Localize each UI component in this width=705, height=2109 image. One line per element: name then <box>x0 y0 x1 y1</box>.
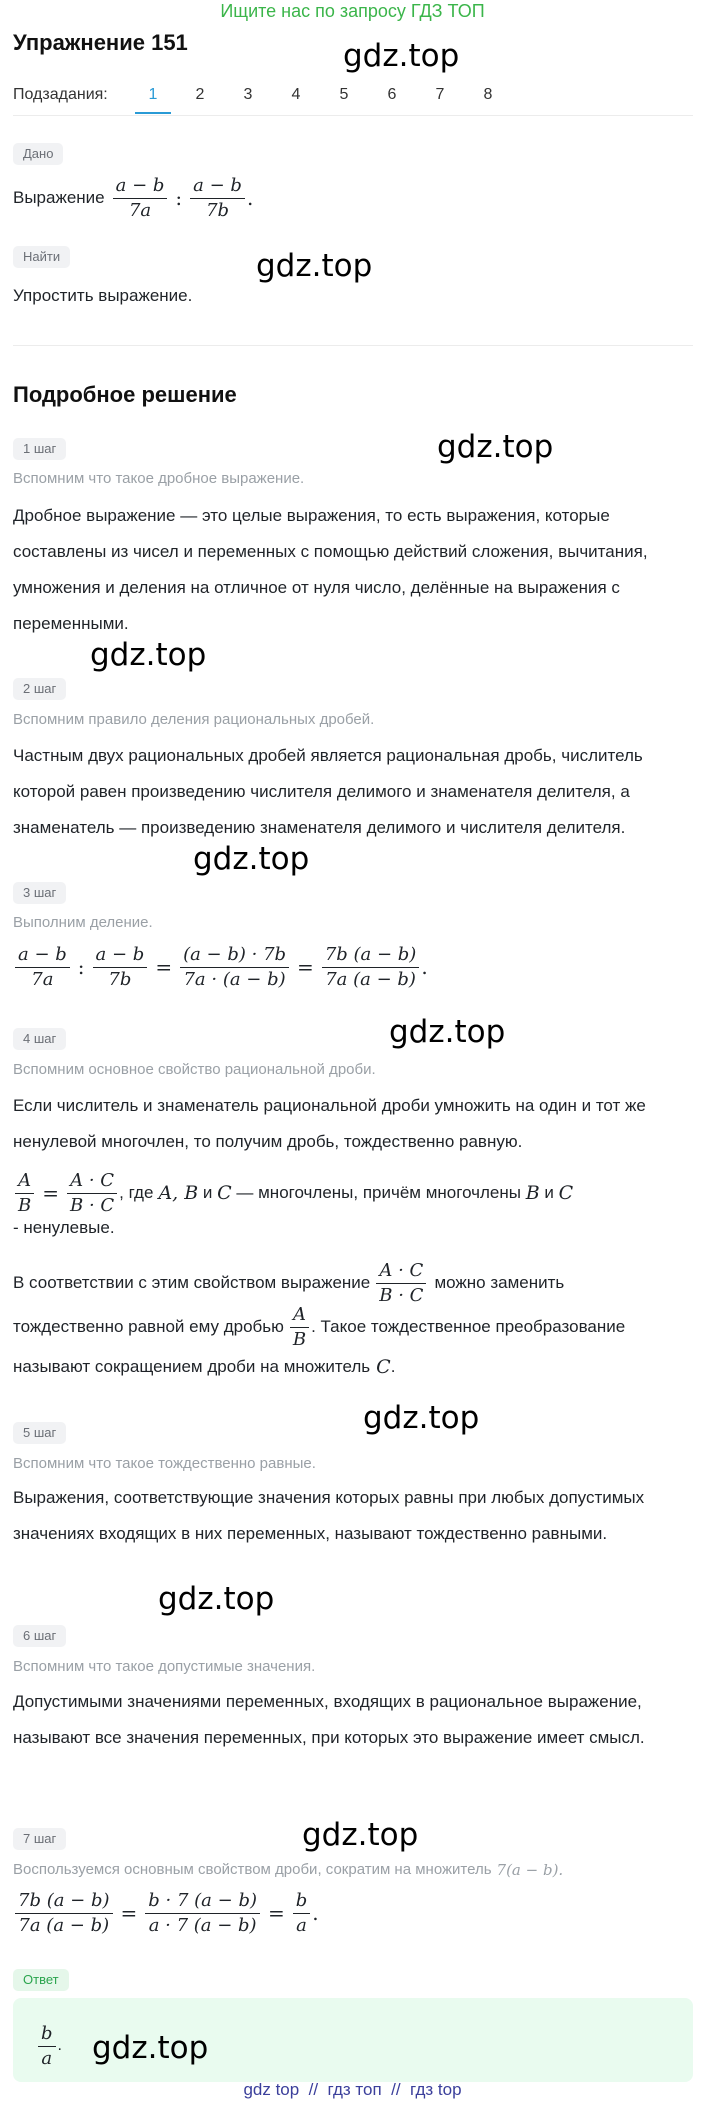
step-1-hint: Вспомним что такое дробное выражение. <box>13 470 305 487</box>
step-3-hint: Выполним деление. <box>13 914 153 931</box>
step-7-badge: 7 шаг <box>13 1828 66 1850</box>
subtask-tab-5[interactable]: 5 <box>339 86 349 103</box>
step-2-text: Частным двух рациональных дробей является рациональная дробь, числитель которой равен произведению числителя делимого и знаменателя делителя, а знаменатель — произведению знаменателя делимого и числителя делителя. <box>13 746 643 837</box>
step-6-text: Допустимыми значениями переменных, входящих в рациональное выражение, называют все значения переменных, при которых это выражение имеет смысл. <box>13 1692 645 1747</box>
step-1-text: Дробное выражение — это целые выражения, то есть выражения, которые составлены из чисел и переменных с помощью действий сложения, вычитания, умножения и деления на отличное от нуля число, делённые на выражения с переменными. <box>13 506 648 633</box>
fraction: $\frac{A}{B}$ <box>290 1303 309 1352</box>
step-4-nonzero: - ненулевые. <box>13 1218 115 1237</box>
fraction: $\frac{b \cdot 7 (a - b)}{a \cdot 7 (a - b)}$ <box>145 1889 260 1938</box>
step-5-text: Выражения, соответствующие значения которых равны при любых допустимых значениях входящих в них переменных, называют тождественно равными. <box>13 1488 645 1543</box>
subtask-tab-4[interactable]: 4 <box>291 86 301 103</box>
watermark: gdz.top <box>256 248 373 284</box>
step-1-badge: 1 шаг <box>13 438 66 460</box>
divider <box>13 115 693 116</box>
fraction: $\frac{A \cdot C}{B \cdot C}$ <box>376 1259 426 1308</box>
fraction: $\frac{a - b}{7a}$ <box>113 174 168 223</box>
fraction: $\frac{A}{B}$ <box>15 1169 34 1218</box>
step-3-badge: 3 шаг <box>13 882 66 904</box>
subtask-tab-1[interactable]: 1 <box>148 86 158 103</box>
watermark: gdz.top <box>302 1817 419 1853</box>
fraction: $\frac{7b (a - b)}{7a (a - b)}$ <box>15 1889 113 1938</box>
watermark: gdz.top <box>343 38 460 74</box>
step-4-identity: тождественно равной ему дробью $\frac{A}{B}$ . Такое тождественное преобразование <box>13 1303 626 1350</box>
fraction: $\frac{a - b}{7b}$ <box>93 943 148 992</box>
watermark: gdz.top <box>92 2030 209 2066</box>
step-2-badge: 2 шаг <box>13 678 66 700</box>
find-badge: Найти <box>13 246 70 268</box>
step-7-equation: $\frac{7b (a - b)}{7a (a - b)}$ = $\frac{b \cdot 7 (a - b)}{a \cdot 7 (a - b)}$ = $\frac{b}{a}$ . <box>13 1884 319 1942</box>
step-2-hint: Вспомним правило деления рациональных дробей. <box>13 711 375 728</box>
answer-value: $\frac{b}{a}$ . <box>36 2018 62 2074</box>
answer-badge: Ответ <box>13 1969 69 1991</box>
step-4-accordance: В соответствии с этим свойством выражение $\frac{A \cdot C}{B \cdot C}$ можно заменить <box>13 1259 565 1306</box>
fraction: $\frac{b}{a}$ <box>293 1889 311 1938</box>
watermark: gdz.top <box>389 1014 506 1050</box>
given-expression: Выражение $\frac{a - b}{7a}$ : $\frac{a - b}{7b}$ . <box>13 174 254 221</box>
active-tab-underline <box>135 112 171 114</box>
step-6-badge: 6 шаг <box>13 1625 66 1647</box>
subtasks-label: Подзадания: <box>13 86 108 103</box>
step-4-property: $\frac{A}{B}$ = $\frac{A \cdot C}{B \cdot C}$ , где A, B и C — многочлены, причём многочлены B и C <box>13 1165 573 1221</box>
footer-links[interactable]: gdz top // гдз топ // гдз top <box>243 2080 462 2099</box>
given-badge: Дано <box>13 143 63 165</box>
subtask-tab-6[interactable]: 6 <box>387 86 397 103</box>
subtask-tab-2[interactable]: 2 <box>195 86 205 103</box>
fraction: $\frac{a - b}{7b}$ <box>190 174 245 223</box>
step-4-text: Если числитель и знаменатель рациональной дроби умножить на один и тот же ненулевой многочлен, то получим дробь, тождественно равную. <box>13 1096 646 1151</box>
step-5-badge: 5 шаг <box>13 1422 66 1444</box>
subtask-tab-8[interactable]: 8 <box>483 86 493 103</box>
step-7-hint: Воспользуемся основным свойством дроби, сократим на множитель 7(a − b). <box>13 1861 564 1879</box>
subtask-tab-3[interactable]: 3 <box>243 86 253 103</box>
step-4-hint: Вспомним основное свойство рациональной дроби. <box>13 1061 376 1078</box>
fraction: $\frac{(a - b) \cdot 7b}{7a \cdot (a - b)}$ <box>180 943 289 992</box>
fraction: $\frac{A \cdot C}{B \cdot C}$ <box>67 1169 117 1218</box>
page-title: Упражнение 151 <box>13 30 188 55</box>
step-4-badge: 4 шаг <box>13 1028 66 1050</box>
fraction: $\frac{7b (a - b)}{7a (a - b)}$ <box>322 943 420 992</box>
watermark: gdz.top <box>363 1400 480 1436</box>
subtask-tab-7[interactable]: 7 <box>435 86 445 103</box>
given-prefix: Выражение <box>13 188 105 207</box>
fraction: $\frac{b}{a}$ <box>38 2022 56 2071</box>
find-text: Упростить выражение. <box>13 286 193 305</box>
promo-banner[interactable]: Ищите нас по запросу ГДЗ ТОП <box>220 1 485 21</box>
watermark: gdz.top <box>90 637 207 673</box>
step-6-hint: Вспомним что такое допустимые значения. <box>13 1658 316 1675</box>
step-3-equation: $\frac{a - b}{7a}$ : $\frac{a - b}{7b}$ = $\frac{(a - b) \cdot 7b}{7a \cdot (a - b)}$ = $\frac{7b (a - b)}{7a (a - b)}$ . <box>13 938 428 996</box>
step-4-reduction: называют сокращением дроби на множитель C . <box>13 1356 396 1378</box>
watermark: gdz.top <box>158 1581 275 1617</box>
solution-title: Подробное решение <box>13 382 237 407</box>
fraction: $\frac{a - b}{7a}$ <box>15 943 70 992</box>
watermark: gdz.top <box>193 841 310 877</box>
divider <box>13 345 693 346</box>
watermark: gdz.top <box>437 429 554 465</box>
step-5-hint: Вспомним что такое тождественно равные. <box>13 1455 316 1472</box>
